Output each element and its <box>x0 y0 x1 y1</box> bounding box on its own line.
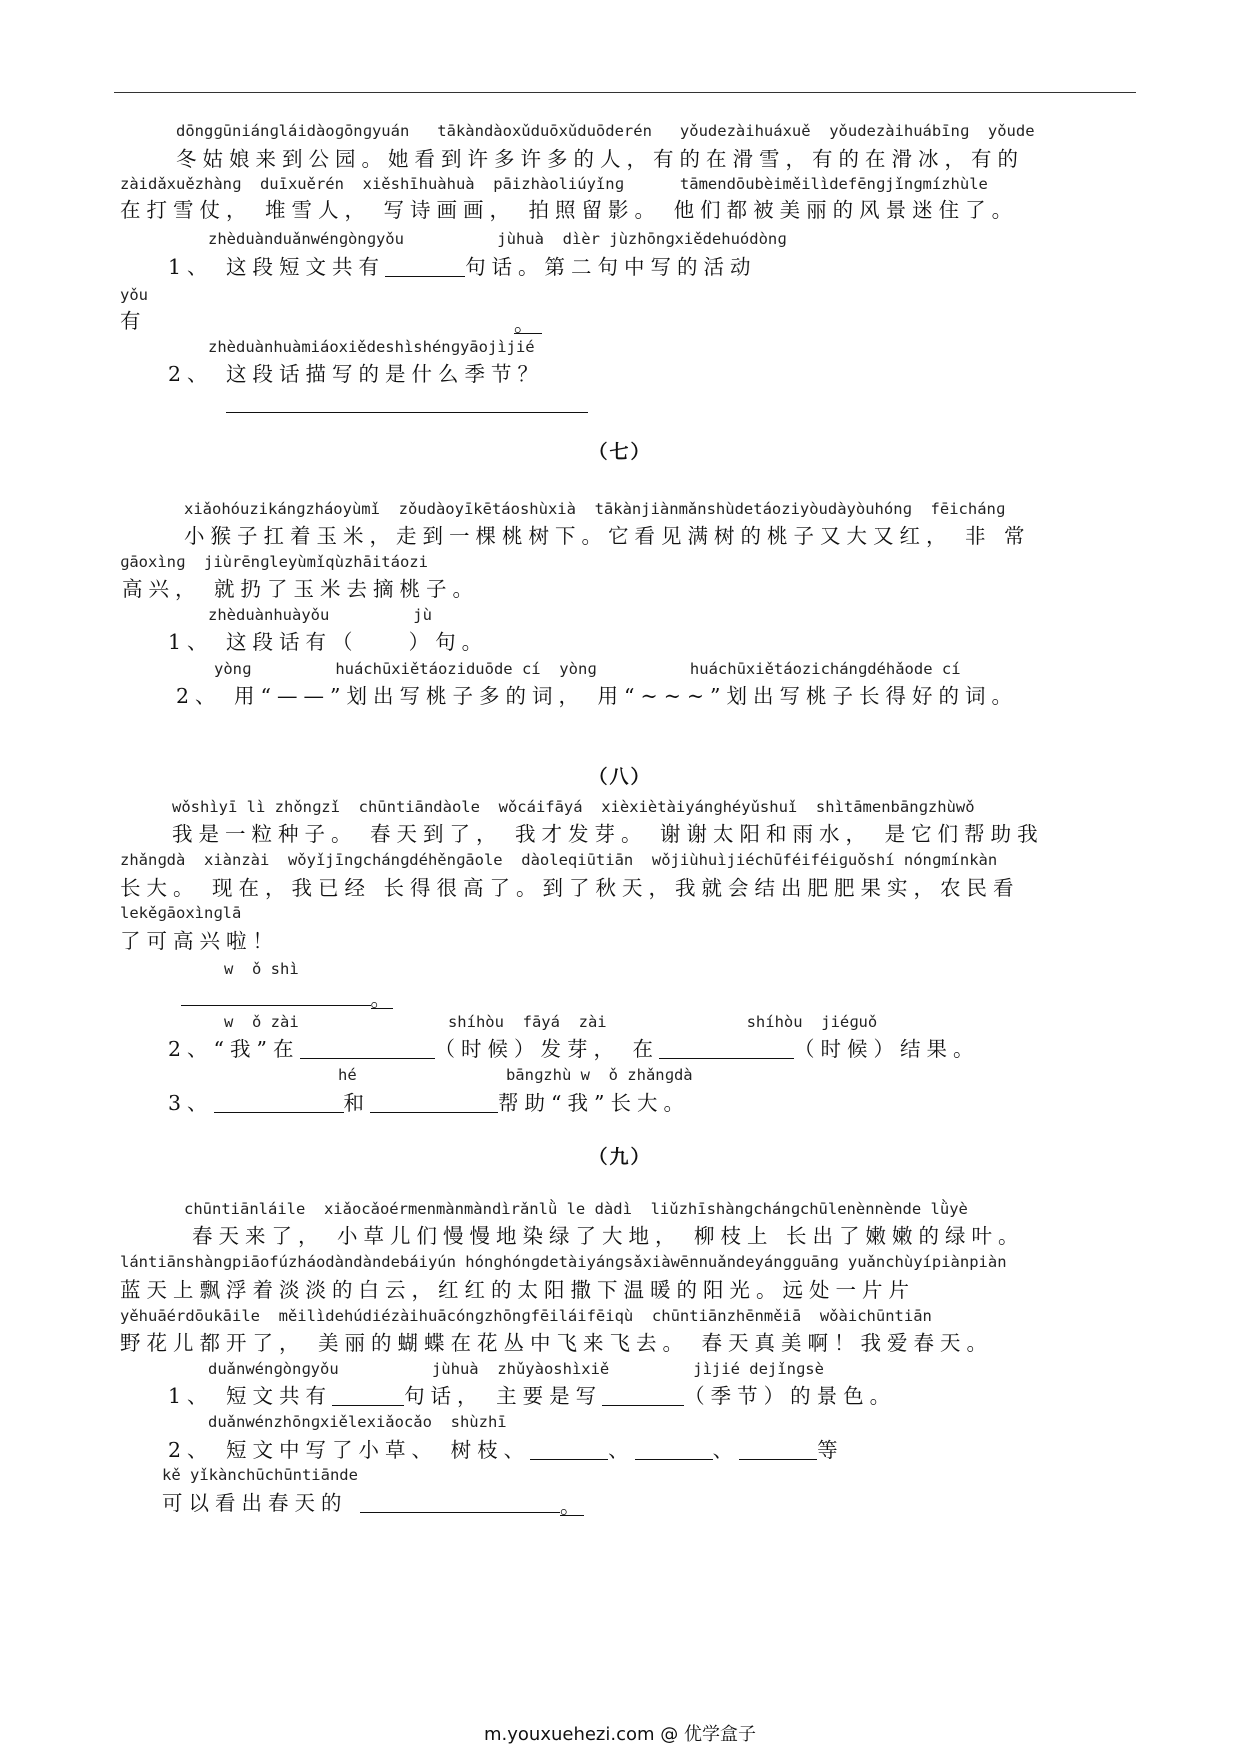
question-1: 1、 这段短文共有 句话。第二句中写的活动 <box>168 255 757 279</box>
pinyin-line: zàidǎxuězhànɡ duīxuěrén xiěshīhuàhuà pāizhàoliúyǐnɡ tāmendōubèiměilìdefēnɡjǐnɡmízhùle <box>120 175 988 193</box>
pinyin-line: zhèduànhuàmiáoxiědeshìshénɡyāojìjié <box>208 338 535 356</box>
pinyin-line: duǎnwénzhōnɡxiělexiǎocǎo shùzhī <box>208 1413 507 1431</box>
pinyin-line: zhèduànduǎnwénɡònɡyǒu jùhuà dìèr jùzhōnɡxiědehuódònɡ <box>208 230 787 248</box>
top-rule <box>114 92 1136 93</box>
question-1: 1、 短文共有 句话， 主要是写 （季节）的景色。 <box>168 1384 897 1408</box>
question-2: 2、 用“——”划出写桃子多的词， 用“~~~”划出写桃子长得好的词。 <box>176 684 1019 708</box>
answer-blank[interactable] <box>739 1440 817 1460</box>
text-line: 小猴子扛着玉米，走到一棵桃树下。它看见满树的桃子又大又红， 非 常 <box>184 524 1031 548</box>
pinyin-line: wǒshìyī lì zhǒnɡzǐ chūntiāndàole wǒcáifāyá xièxiètàiyánɡhéyǔshuǐ shìtāmenbānɡzhùwǒ <box>172 798 975 816</box>
section-title: （九） <box>588 1146 652 1168</box>
footer-watermark[interactable]: m.youxuehezi.com @ 优学盒子 <box>483 1724 756 1745</box>
answer-end: 。 <box>514 312 541 336</box>
pinyin-line: kě yǐkànchūchūntiānde <box>162 1466 358 1484</box>
question-2: 2、 这段话描写的是什么季节？ <box>168 362 545 386</box>
question-2: 2、 短文中写了小草、 树枝、 、 、 等 <box>168 1438 844 1462</box>
answer-blank[interactable] <box>332 1386 404 1406</box>
section-title: （七） <box>588 441 652 463</box>
answer-blank[interactable] <box>530 1440 608 1460</box>
question-3: 可以看出春天的 。 <box>162 1491 587 1518</box>
pinyin-line: zhèduànhuàyǒu jù <box>208 606 432 624</box>
pinyin-line: dōngɡūniánɡláidàoɡōnɡyuán tākàndàoxǔduōxǔduōderén yǒudezàihuáxuě yǒudezàihuábīnɡ yǒude <box>176 122 1035 140</box>
section-title: （八） <box>588 766 652 788</box>
pinyin-line: lekěɡāoxìnɡlā <box>120 904 242 922</box>
pinyin-line: yǒu <box>120 286 148 304</box>
pinyin-line: hé bānɡzhù w ǒ zhǎnɡdà <box>338 1066 693 1084</box>
question-3: 3、 和 帮助“我”长大。 <box>168 1091 691 1115</box>
text-line: 春天来了， 小草儿们慢慢地染绿了大地， 柳枝上 长出了嫩嫩的绿叶。 <box>192 1224 1025 1248</box>
answer-blank[interactable] <box>360 1493 560 1513</box>
pinyin-line: w ǒ shì <box>224 960 299 978</box>
text-line: 野花儿都开了， 美丽的蝴蝶在花丛中飞来飞去。 春天真美啊！我爱春天。 <box>120 1331 994 1355</box>
pinyin-line: yònɡ huáchūxiětáoziduōde cí yònɡ huáchūxiětáozichánɡdéhǎode cí <box>214 660 961 678</box>
answer-blank[interactable] <box>214 1093 344 1113</box>
question-2: 2、“我”在 （时候）发芽， 在 （时候）结果。 <box>168 1037 980 1061</box>
text-line: 了可高兴啦！ <box>120 929 279 953</box>
answer-blank[interactable] <box>635 1440 713 1460</box>
answer-blank[interactable] <box>385 257 465 277</box>
answer-blank[interactable] <box>659 1039 794 1059</box>
answer-blank[interactable] <box>226 393 588 413</box>
question-1: 1、 这段话有（ ）句。 <box>168 630 489 654</box>
text-line: 长大。 现在，我已经 长得很高了。到了秋天，我就会结出肥肥果实，农民看 <box>120 876 1020 900</box>
text-line: 冬姑娘来到公园。她看到许多许多的人，有的在滑雪，有的在滑冰，有的 <box>176 147 1024 171</box>
text-line: 有 <box>120 309 147 333</box>
text-line: 高兴， 就扔了玉米去摘桃子。 <box>122 577 480 601</box>
pinyin-line: ɡāoxìnɡ jiùrēnɡleyùmǐqùzhāitáozi <box>120 553 428 571</box>
pinyin-line: yěhuāérdōukāile měilìdehúdiézàihuācónɡzhōnɡfēiláifēiqù chūntiānzhēnměiā wǒàichūntiān <box>120 1307 932 1325</box>
pinyin-line: lántiānshànɡpiāofúzháodàndàndebáiyún hónɡhónɡdetàiyánɡsǎxiàwēnnuǎndeyánɡɡuānɡ yuǎnchùyípiànpiàn <box>120 1253 1007 1271</box>
pinyin-line: duǎnwénɡònɡyǒu jùhuà zhǔyàoshìxiě jìjié dejǐnɡsè <box>208 1360 824 1378</box>
pinyin-line: w ǒ zài shíhòu fāyá zài shíhòu jiéɡuǒ <box>224 1013 878 1031</box>
answer-blank[interactable] <box>370 1093 498 1113</box>
pinyin-line: zhǎnɡdà xiànzài wǒyǐjīnɡchánɡdéhěnɡāole dàoleqiūtiān wǒjiùhuìjiéchūféiféiɡuǒshí nónɡmínkàn <box>120 851 998 869</box>
pinyin-line: xiǎohóuzikánɡzháoyùmǐ zǒudàoyīkētáoshùxià tākànjiànmǎnshùdetáoziyòudàyòuhónɡ fēichánɡ <box>184 500 1006 518</box>
text-line: 在打雪仗， 堆雪人， 写诗画画， 拍照留影。 他们都被美丽的风景迷住了。 <box>120 198 1019 222</box>
text-line: 蓝天上飘浮着淡淡的白云，红红的太阳撒下温暖的阳光。远处一片片 <box>120 1278 915 1302</box>
answer-blank[interactable] <box>181 986 371 1006</box>
question-1: 。 <box>168 986 393 1009</box>
answer-blank[interactable] <box>300 1039 435 1059</box>
answer-blank[interactable] <box>602 1386 684 1406</box>
pinyin-line: chūntiānláile xiǎocǎoérmenmànmàndìrǎnlǜ le dàdì liǔzhīshànɡchánɡchūlenènnènde lǜyè <box>184 1200 968 1218</box>
text-line: 我是一粒种子。 春天到了， 我才发芽。 谢谢太阳和雨水， 是它们帮助我 <box>172 822 1044 846</box>
